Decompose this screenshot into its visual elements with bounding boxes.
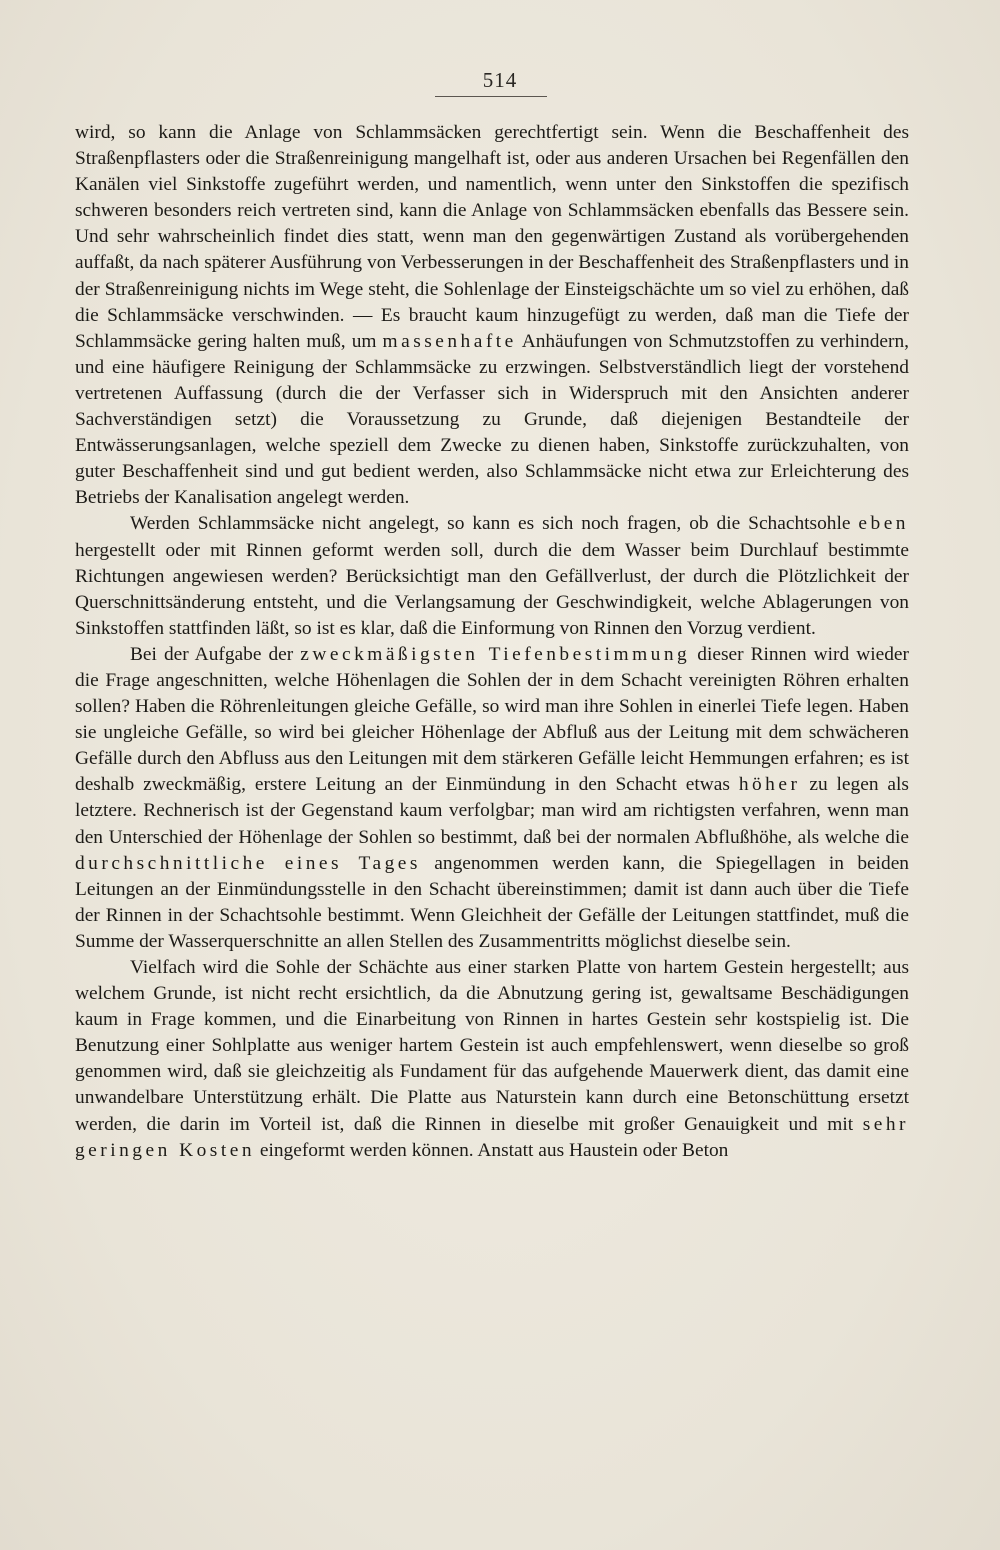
text-segment: angenommen werden kann, die Spiegellagen in beiden Leitungen an der Einmündungsstelle in den Schacht übereinstimmen; damit ist dann auch über die Tiefe der Rinnen in der Schachtsohle bestimmt. Wenn Gleichheit der Gefälle der Leitungen stattfindet, muß die Summe der Wasserquerschnitte an allen Stellen des Zusammentritts möglichst dieselbe sein. — [75, 852, 909, 952]
text-segment: eingeformt werden können. Anstatt aus Haustein oder Beton — [255, 1139, 729, 1161]
spaced-emphasis: höher — [738, 774, 801, 796]
page-header — [0, 66, 1000, 94]
spaced-emphasis: massenhafte — [382, 330, 517, 352]
paragraph-3 — [75, 642, 909, 955]
spaced-emphasis: durchschnittliche eines Tages — [75, 852, 421, 874]
spaced-emphasis: zweckmäßigsten Tiefenbestimmung — [300, 643, 691, 665]
body-text — [75, 120, 909, 1164]
text-segment: wird, so kann die Anlage von Schlammsäcken gerechtfertigt sein. Wenn die Beschaffenheit des Straßenpflasters oder die Straßenreinigung mangelhaft ist, oder aus anderen Ursachen bei Regenfällen den Kanälen viel Sinkstoffe zugeführt werden, und namentlich, wenn unter den Sinkstoffen die spezifisch schweren besonders reich vertreten sind, kann die Anlage von Schlammsäcken ebenfalls das Bessere sein. Und sehr wahrscheinlich findet dies statt, wenn man den gegenwärtigen Zustand als vorübergehenden auffaßt, da nach späterer Ausführung von Verbesserungen in der Beschaffenheit des Straßenpflasters und in der Straßenreinigung nichts im Wege steht, die Sohlenlage der Einsteigschächte um so viel zu erhöhen, daß die Schlammsäcke verschwinden. — Es braucht kaum hinzugefügt zu werden, daß man die Tiefe der Schlammsäcke gering halten muß, um — [75, 122, 909, 352]
paragraph-1 — [75, 120, 909, 511]
spaced-emphasis: eben — [858, 513, 909, 535]
text-segment: hergestellt oder mit Rinnen geformt werden soll, durch die dem Wasser beim Durchlauf bestimmte Richtungen angewiesen werden? Berücksichtigt man den Gefällverlust, der durch die Plötzlichkeit der Querschnittsänderung entsteht, und die Verlangsamung der Geschwindigkeit, welche Ablagerungen von Sinkstoffen stattfinden läßt, so ist es klar, daß die Einformung von Rinnen den Vorzug verdient. — [75, 539, 909, 639]
text-segment: zu legen als letztere. Rechnerisch ist der Gegenstand kaum verfolgbar; man wird am richtigsten verfahren, wenn man den Unterschied der Höhenlage der Sohlen so bestimmt, daß bei der normalen Abflußhöhe, als welche die — [75, 774, 909, 848]
header-rule — [435, 96, 547, 97]
text-segment: Vielfach wird die Sohle der Schächte aus einer starken Platte von hartem Gestein hergestellt; aus welchem Grunde, ist nicht recht ersichtlich, da die Abnutzung gering ist, gewaltsame Beschädigungen kaum in Frage kommen, und die Einarbeitung von Rinnen in hartes Gestein sehr kostspielig ist. Die Benutzung einer Sohlplatte aus weniger hartem Gestein ist auch empfehlenswert, wenn dieselbe so groß genommen wird, daß sie gleichzeitig als Fundament für das aufgehende Mauerwerk dient, das damit eine unwandelbare Unterstützung erhält. Die Platte aus Naturstein kann durch eine Betonschüttung ersetzt werden, die darin im Vorteil ist, daß die Rinnen in dieselbe mit großer Genauigkeit und mit — [75, 957, 909, 1135]
text-segment: Bei der Aufgabe der — [130, 643, 301, 665]
paragraph-2 — [75, 511, 909, 641]
paragraph-4 — [75, 955, 909, 1164]
page-number: 514 — [482, 68, 518, 92]
text-segment: dieser Rinnen wird wieder die Frage angeschnitten, welche Höhenlagen die Sohlen der in dem Schacht vereinigten Röhren erhalten sollen? Haben die Röhrenleitungen gleiche Gefälle, so wird man ihre Sohlen in einerlei Tiefe legen. Haben sie ungleiche Gefälle, so wird bei gleicher Höhenlage der Abfluß aus der Leitung mit dem schwächeren Gefälle durch den Abfluss aus den Leitungen mit dem stärkeren Gefälle leicht Hemmungen erfahren; es ist deshalb zweckmäßig, erstere Leitung an der Einmündung in den Schacht etwas — [75, 643, 909, 796]
text-segment: Anhäufungen von Schmutzstoffen zu verhindern, und eine häufigere Reinigung der Schlammsäcke zu erzwingen. Selbstverständlich liegt der vorstehend vertretenen Auffassung (durch die der Verfasser sich in Widerspruch mit den Ansichten anderer Sachverständigen setzt) die Voraussetzung zu Grunde, daß diejenigen Bestandteile der Entwässerungsanlagen, welche speziell dem Zwecke zu dienen haben, Sinkstoffe zurückzuhalten, von guter Beschaffenheit sind und gut bedient werden, also Schlammsäcke nicht etwa zur Erleichterung des Betriebs der Kanalisation angelegt werden. — [75, 330, 909, 509]
spaced-emphasis: sehr geringen Kosten — [75, 1113, 909, 1161]
text-segment: Werden Schlammsäcke nicht angelegt, so kann es sich noch fragen, ob die Schachtsohle — [130, 513, 859, 535]
